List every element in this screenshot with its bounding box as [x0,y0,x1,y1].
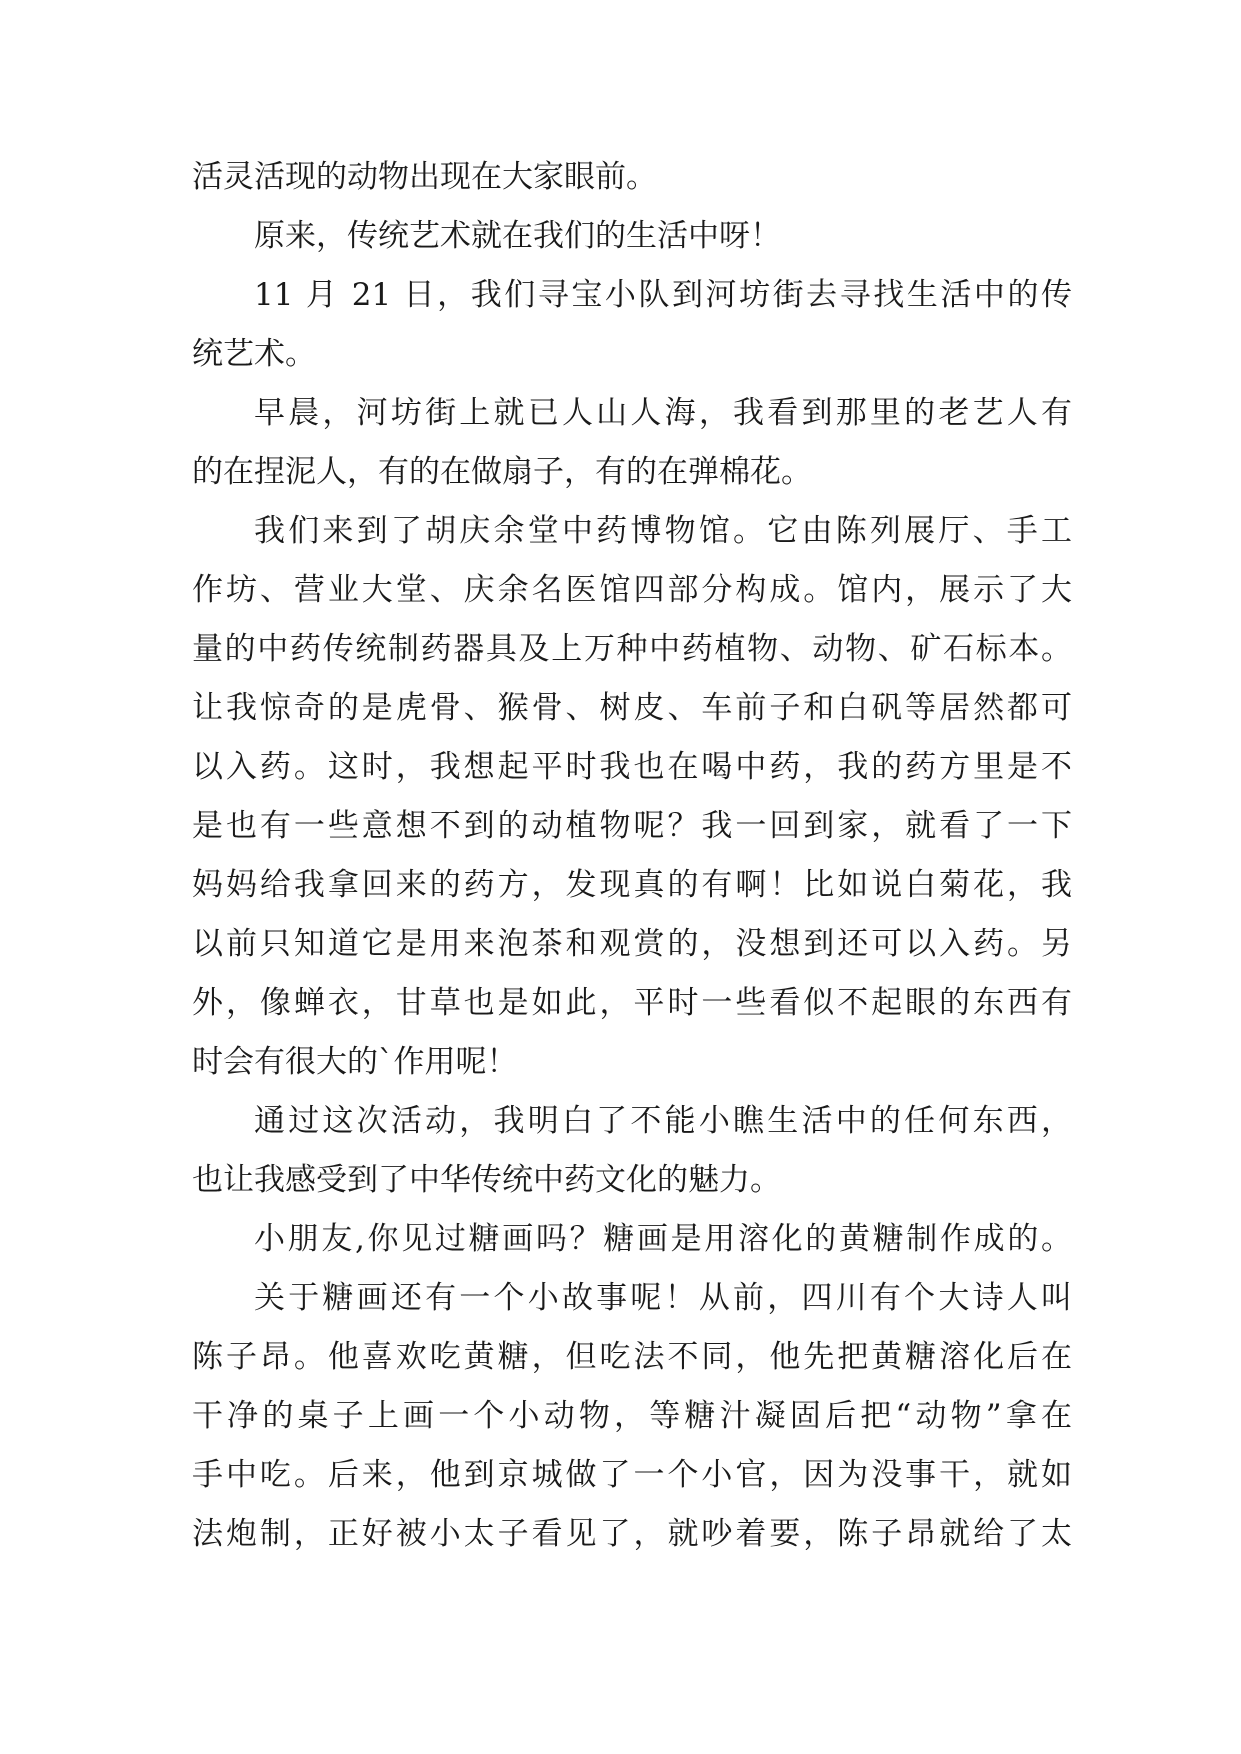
text-line: 干净的桌子上画一个小动物，等糖汁凝固后把“动物”拿在 [192,1398,1072,1434]
text-line: 通过这次活动，我明白了不能小瞧生活中的任何东西， [254,1103,1072,1139]
text-line: 量的中药传统制药器具及上万种中药植物、动物、矿石标本。 [192,631,1072,667]
text-line: 以前只知道它是用来泡茶和观赏的，没想到还可以入药。另 [192,926,1072,962]
text-line: 活灵活现的动物出现在大家眼前。 [192,159,657,195]
text-line: 我们来到了胡庆余堂中药博物馆。它由陈列展厅、手工 [254,513,1072,549]
text-line: 也让我感受到了中华传统中药文化的魅力。 [192,1162,781,1198]
text-line: 关于糖画还有一个小故事呢！从前，四川有个大诗人叫 [254,1280,1072,1316]
text-line: 作坊、营业大堂、庆余名医馆四部分构成。馆内，展示了大 [192,572,1072,608]
text-line: 小朋友,你见过糖画吗？糖画是用溶化的黄糖制作成的。 [254,1221,1072,1257]
text-line: 11 月 21 日，我们寻宝小队到河坊街去寻找生活中的传 [254,277,1072,313]
text-line: 陈子昂。他喜欢吃黄糖，但吃法不同，他先把黄糖溶化后在 [192,1339,1072,1375]
text-line: 妈妈给我拿回来的药方，发现真的有啊！比如说白菊花，我 [192,867,1072,903]
text-line: 法炮制，正好被小太子看见了，就吵着要，陈子昂就给了太 [192,1516,1072,1552]
body-text [192,148,1072,1564]
text-line: 早晨，河坊街上就已人山人海，我看到那里的老艺人有 [254,395,1072,431]
text-line: 手中吃。后来，他到京城做了一个小官，因为没事干，就如 [192,1457,1072,1493]
text-line: 时会有很大的`作用呢！ [192,1044,518,1080]
text-line: 统艺术。 [192,336,316,372]
text-line: 以入药。这时，我想起平时我也在喝中药，我的药方里是不 [192,749,1072,785]
text-line: 的在捏泥人，有的在做扇子，有的在弹棉花。 [192,454,812,490]
text-line: 是也有一些意想不到的动植物呢？我一回到家，就看了一下 [192,808,1072,844]
text-line: 原来，传统艺术就在我们的生活中呀！ [254,218,781,254]
text-line: 外，像蝉衣，甘草也是如此，平时一些看似不起眼的东西有 [192,985,1072,1021]
text-line: 让我惊奇的是虎骨、猴骨、树皮、车前子和白矾等居然都可 [192,690,1072,726]
